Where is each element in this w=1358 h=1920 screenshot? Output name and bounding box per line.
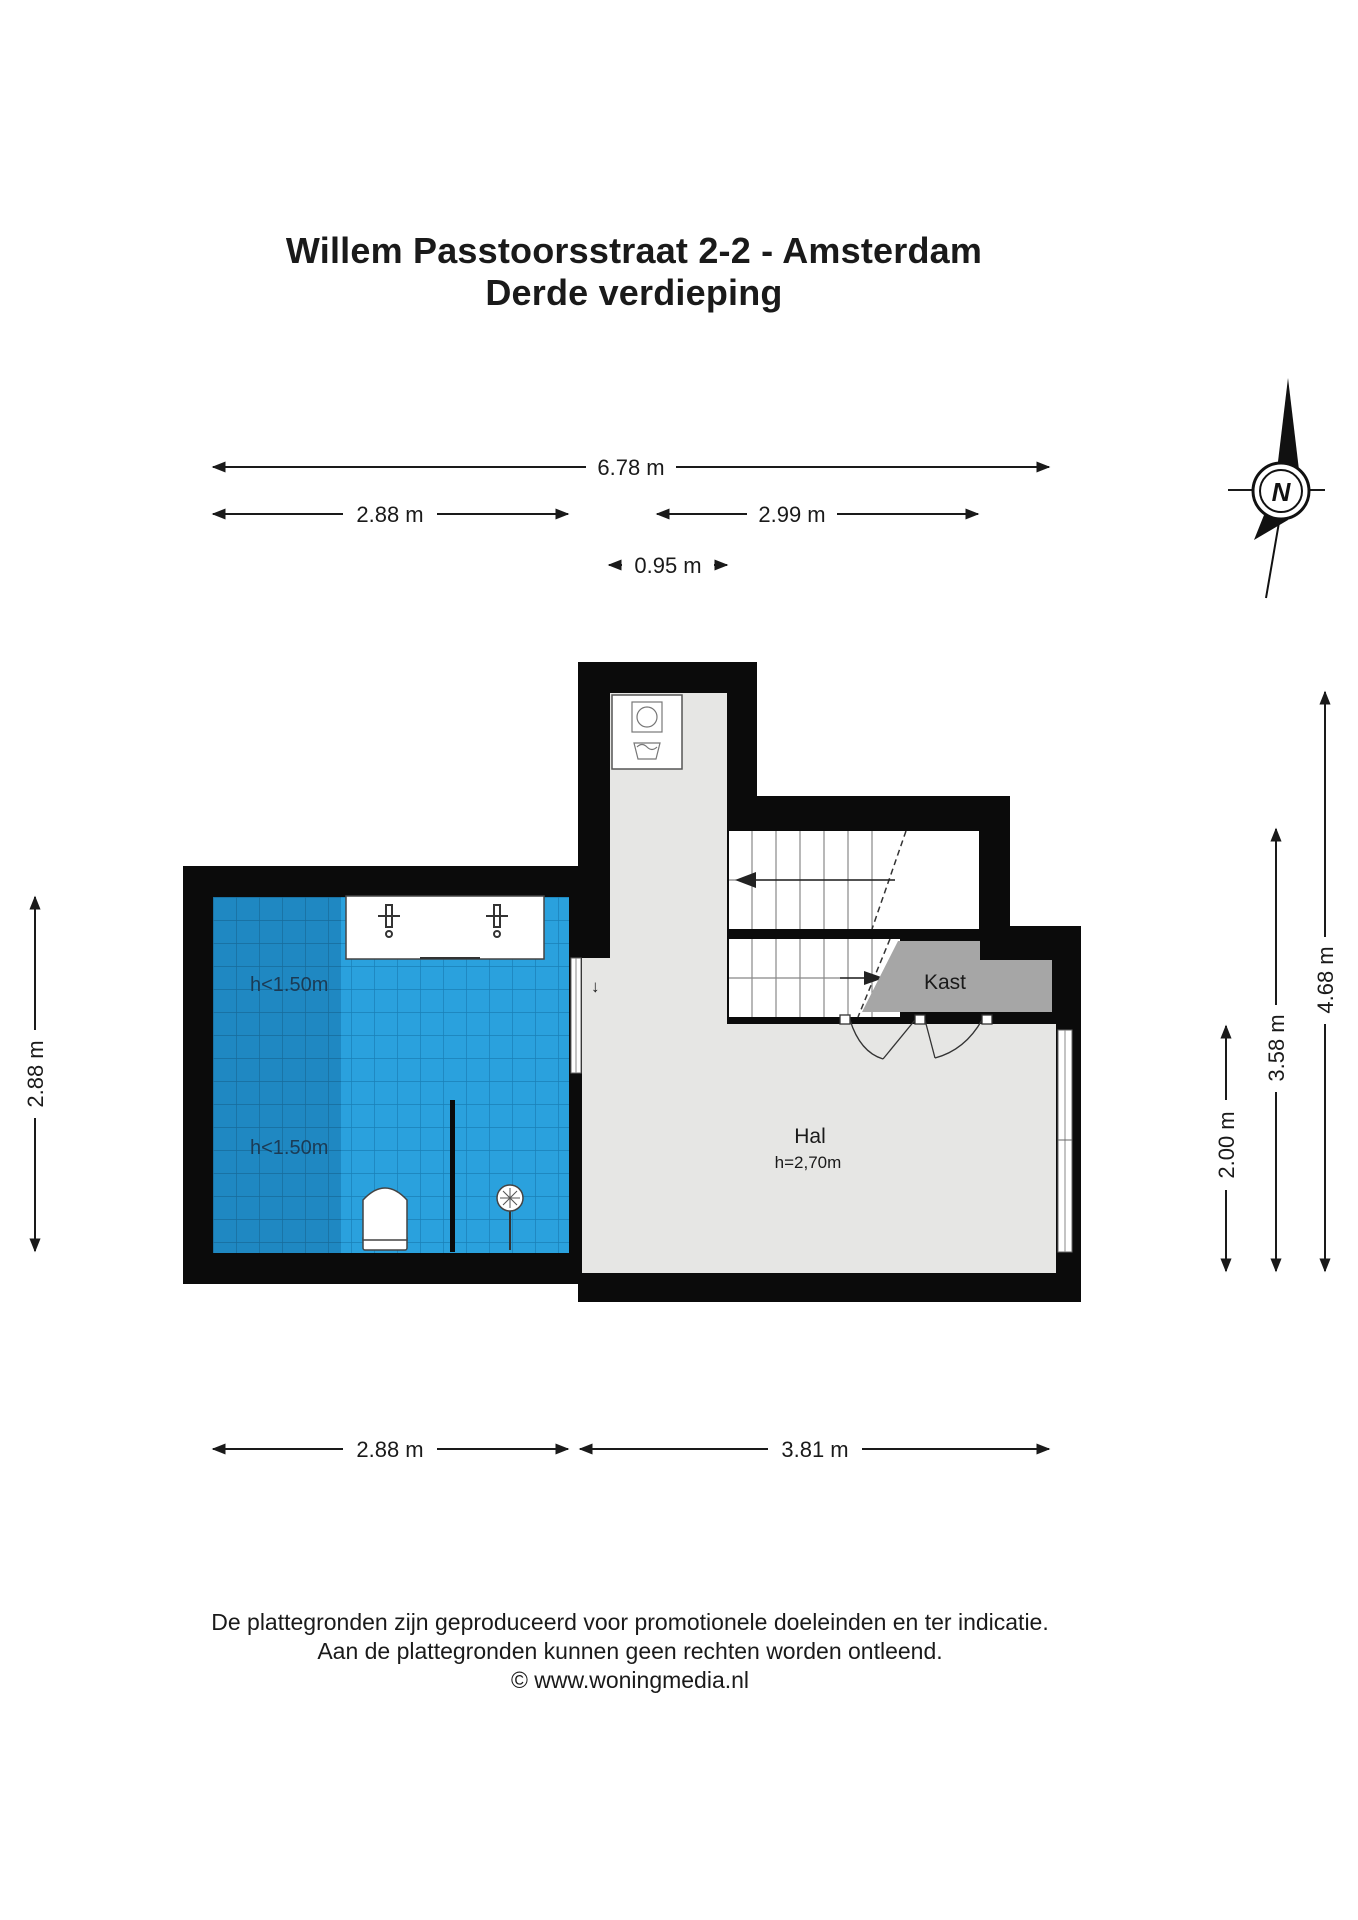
dim-bottom-right: 3.81 m (781, 1437, 849, 1462)
dim-top-total: 6.78 m (597, 455, 665, 480)
hall-height: h=2,70m (774, 1153, 842, 1172)
footer-copyright: © www.woningmedia.nl (510, 1667, 750, 1693)
dim-right-b: 3.58 m (1264, 1014, 1289, 1082)
hall (571, 693, 1072, 1273)
washing-machine-icon (612, 695, 682, 769)
dim-top-left: 2.88 m (356, 502, 424, 527)
toilet-icon (363, 1188, 407, 1250)
plan-title: Willem Passtoorsstraat 2-2 - Amsterdam (285, 230, 983, 271)
bath-height-note-2: h<1.50m (250, 1137, 329, 1159)
compass-label: N (1271, 477, 1291, 507)
dim-right-a: 2.00 m (1214, 1111, 1239, 1179)
bath-height-note-1: h<1.50m (250, 974, 329, 996)
window-left (571, 958, 581, 1073)
window-right (1058, 1030, 1072, 1252)
dim-right-c: 4.68 m (1313, 946, 1338, 1014)
kast-label: Kast (923, 971, 967, 994)
dim-left-height: 2.88 m (23, 1040, 48, 1108)
dim-top-right: 2.99 m (758, 502, 826, 527)
sink-icon (346, 896, 544, 959)
floor-name: Derde verdieping (485, 272, 783, 313)
footer-line-2: Aan de plattegronden kunnen geen rechten worden ontleend. (317, 1638, 943, 1664)
arrow-glyph: ↓ (591, 977, 600, 996)
hall-label: Hal (794, 1125, 826, 1148)
staircase (729, 831, 979, 929)
footer-line-1: De plattegronden zijn geproduceerd voor promotionele doeleinden en ter indicatie. (211, 1609, 1049, 1635)
compass-icon (1228, 378, 1325, 598)
bathroom (213, 896, 569, 1253)
dim-top-center: 0.95 m (634, 553, 702, 578)
dim-bottom-left: 2.88 m (356, 1437, 424, 1462)
